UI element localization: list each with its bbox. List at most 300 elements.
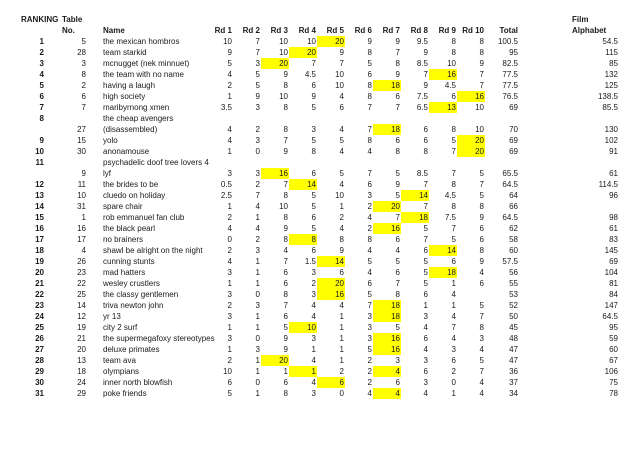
rd6-score-cell: 4 xyxy=(367,213,372,222)
rd10-score-cell: 9 xyxy=(479,213,484,222)
rd3-score-cell: 4 xyxy=(283,246,288,255)
total-cell: 100.5 xyxy=(497,37,518,46)
table-no-cell: 2 xyxy=(81,81,86,90)
rd10-score-cell: 8 xyxy=(479,37,484,46)
table-row xyxy=(0,168,640,179)
rank-cell: 16 xyxy=(35,224,44,233)
table-row xyxy=(0,135,640,146)
rd1-score-cell: 1 xyxy=(227,147,232,156)
rd10-score-cell: 5 xyxy=(479,356,484,365)
rank-cell: 28 xyxy=(35,356,44,365)
rd3-score-cell: 8 xyxy=(283,290,288,299)
table-no-cell: 14 xyxy=(77,301,86,310)
rd10-score-cell: 8 xyxy=(479,202,484,211)
rd9-score-cell: 16 xyxy=(429,69,457,80)
rd4-score-cell: 8 xyxy=(311,147,316,156)
rd7-score-cell: 18 xyxy=(373,311,401,322)
team-name-cell: cluedo on holiday xyxy=(103,191,166,200)
rd10-score-cell: 8 xyxy=(479,246,484,255)
rd5-score-cell: 0 xyxy=(339,389,344,398)
total-cell: 56 xyxy=(509,268,518,277)
total-cell: 48 xyxy=(509,334,518,343)
rd5-score-cell: 1 xyxy=(339,356,344,365)
film-alphabet-header-line1: Film xyxy=(572,15,589,24)
rd7-score-cell: 4 xyxy=(373,388,401,399)
rd6-score-cell: 5 xyxy=(367,59,372,68)
rd4-score-cell: 3 xyxy=(311,389,316,398)
table-no-cell: 21 xyxy=(77,334,86,343)
table-row xyxy=(0,300,640,311)
rd10-score-cell: 7 xyxy=(479,367,484,376)
rd1-score-cell: 3 xyxy=(227,268,232,277)
rd9-score-cell: 4 xyxy=(451,334,456,343)
rd10-score-cell: 5 xyxy=(479,169,484,178)
rd7-score-cell: 5 xyxy=(395,323,400,332)
rd6-score-cell: 4 xyxy=(367,389,372,398)
rd9-score-cell: 2 xyxy=(451,367,456,376)
rd6-score-cell: 2 xyxy=(367,356,372,365)
rd6-score-cell: 6 xyxy=(367,180,372,189)
rd1-score-cell: 4 xyxy=(227,125,232,134)
rank-cell: 10 xyxy=(35,147,44,156)
rd4-score-cell: 14 xyxy=(289,179,317,190)
rd3-score-cell: 7 xyxy=(283,180,288,189)
film-alphabet-cell: 147 xyxy=(604,301,618,310)
rd9-score-cell: 3 xyxy=(451,345,456,354)
total-cell: 50 xyxy=(509,312,518,321)
rd8-score-cell: 6 xyxy=(423,125,428,134)
table-row xyxy=(0,278,640,289)
rd9-score-cell: 0 xyxy=(451,378,456,387)
film-alphabet-cell: 81 xyxy=(609,279,618,288)
rd1-score-cell: 1 xyxy=(227,323,232,332)
rd7-score-cell: 18 xyxy=(373,300,401,311)
rd8-score-cell: 4 xyxy=(423,323,428,332)
rank-cell: 29 xyxy=(35,367,44,376)
rd8-score-cell: 3 xyxy=(423,312,428,321)
rd1-score-cell: 2 xyxy=(227,301,232,310)
rd3-score-cell: 5 xyxy=(283,323,288,332)
rd6-score-cell: 3 xyxy=(367,191,372,200)
rd2-score-cell: 7 xyxy=(255,37,260,46)
table-no-cell: 24 xyxy=(77,378,86,387)
rd5-score-cell: 8 xyxy=(339,235,344,244)
rd6-score-cell: 6 xyxy=(367,279,372,288)
film-alphabet-cell: 61 xyxy=(609,224,618,233)
rd2-score-cell: 9 xyxy=(255,92,260,101)
ranking-header: RANKING xyxy=(21,15,59,24)
rd3-score-cell: 10 xyxy=(279,92,288,101)
rd10-score-cell: 4 xyxy=(479,389,484,398)
table-no-cell: 13 xyxy=(77,356,86,365)
rd8-score-cell: 7 xyxy=(423,70,428,79)
table-row xyxy=(0,69,640,80)
team-name-cell: olympians xyxy=(103,367,140,376)
rd8-score-cell: 6 xyxy=(423,290,428,299)
rd6-score-cell: 7 xyxy=(367,103,372,112)
table-no-cell: 6 xyxy=(81,92,86,101)
table-no-cell: 28 xyxy=(77,48,86,57)
total-cell: 64.5 xyxy=(502,213,518,222)
table-no-header-line1: Table xyxy=(62,15,83,24)
rd6-score-cell: 4 xyxy=(367,268,372,277)
table-no-cell: 23 xyxy=(77,268,86,277)
rd9-score-cell: 7 xyxy=(451,224,456,233)
total-cell: 69 xyxy=(509,103,518,112)
rd6-score-cell: 5 xyxy=(367,345,372,354)
table-no-cell: 4 xyxy=(81,246,86,255)
rd7-score-cell: 16 xyxy=(373,223,401,234)
rd8-score-cell: 7 xyxy=(423,180,428,189)
rd9-score-cell: 7 xyxy=(451,323,456,332)
rd7-score-cell: 5 xyxy=(395,191,400,200)
rd4-score-cell: 4.5 xyxy=(304,70,316,79)
rd3-score-cell: 9 xyxy=(283,147,288,156)
rd3-score-cell: 6 xyxy=(283,312,288,321)
table-no-cell: 7 xyxy=(81,103,86,112)
rd10-score-cell: 7 xyxy=(479,81,484,90)
rd5-score-cell: 9 xyxy=(339,48,344,57)
rd8-score-cell: 6 xyxy=(423,136,428,145)
table-row xyxy=(0,245,640,256)
rank-cell: 3 xyxy=(39,59,44,68)
total-cell: 47 xyxy=(509,356,518,365)
total-cell: 70 xyxy=(509,125,518,134)
team-name-cell: deluxe primates xyxy=(103,345,160,354)
rd5-score-cell: 20 xyxy=(317,278,345,289)
rd1-score-cell: 3 xyxy=(227,169,232,178)
rd7-score-cell: 20 xyxy=(373,201,401,212)
rank-cell: 14 xyxy=(35,202,44,211)
team-name-cell: rob emmanuel fan club xyxy=(103,213,185,222)
rd5-score-cell: 4 xyxy=(339,147,344,156)
rd7-score-cell: 16 xyxy=(373,333,401,344)
rd5-score-cell: 5 xyxy=(339,136,344,145)
rd6-header: Rd 6 xyxy=(354,26,372,35)
table-no-cell: 20 xyxy=(77,345,86,354)
table-row xyxy=(0,388,640,399)
rd4-score-cell: 6 xyxy=(311,81,316,90)
team-name-cell: shawl be alright on the night xyxy=(103,246,203,255)
rd10-score-cell: 10 xyxy=(475,125,484,134)
rd1-score-cell: 1 xyxy=(227,345,232,354)
rd7-score-cell: 6 xyxy=(395,235,400,244)
total-cell: 64 xyxy=(509,191,518,200)
rd8-score-cell: 6 xyxy=(423,246,428,255)
rd4-score-cell: 4 xyxy=(311,356,316,365)
rd9-score-cell: 4 xyxy=(451,290,456,299)
table-row xyxy=(0,344,640,355)
rd3-score-cell: 10 xyxy=(279,202,288,211)
rank-cell: 30 xyxy=(35,378,44,387)
table-row xyxy=(0,146,640,157)
team-name-cell: anonamouse xyxy=(103,147,150,156)
rd5-score-cell: 4 xyxy=(339,125,344,134)
rd5-score-cell: 4 xyxy=(339,180,344,189)
rd3-score-cell: 20 xyxy=(261,58,289,69)
rd6-score-cell: 8 xyxy=(367,235,372,244)
table-row xyxy=(0,311,640,322)
table-no-cell: 10 xyxy=(77,191,86,200)
table-no-cell: 16 xyxy=(77,224,86,233)
rd2-score-cell: 0 xyxy=(255,334,260,343)
total-cell: 60 xyxy=(509,246,518,255)
rd4-score-cell: 3 xyxy=(311,334,316,343)
table-row xyxy=(0,58,640,69)
rd8-score-cell: 6.5 xyxy=(416,103,428,112)
rd6-score-cell: 6 xyxy=(367,70,372,79)
rd7-score-cell: 6 xyxy=(395,136,400,145)
table-no-cell: 29 xyxy=(77,389,86,398)
rd1-score-cell: 4 xyxy=(227,70,232,79)
rd7-score-cell: 5 xyxy=(395,169,400,178)
film-alphabet-cell: 67 xyxy=(609,356,618,365)
rd9-score-cell: 5 xyxy=(451,136,456,145)
rd8-score-cell: 7 xyxy=(423,202,428,211)
rd6-score-cell: 3 xyxy=(367,312,372,321)
rd8-score-cell: 9.5 xyxy=(416,37,428,46)
rd2-score-cell: 3 xyxy=(255,301,260,310)
rd7-score-cell: 16 xyxy=(373,344,401,355)
rd6-score-cell: 3 xyxy=(367,323,372,332)
rd7-score-cell: 9 xyxy=(395,70,400,79)
rd1-score-cell: 4 xyxy=(227,257,232,266)
rd2-header: Rd 2 xyxy=(242,26,260,35)
total-header: Total xyxy=(499,26,518,35)
rd10-score-cell: 8 xyxy=(479,323,484,332)
total-cell: 47 xyxy=(509,345,518,354)
rd5-score-cell: 4 xyxy=(339,92,344,101)
rd5-score-cell: 10 xyxy=(335,70,344,79)
rd9-score-cell: 6 xyxy=(451,92,456,101)
rd5-score-cell: 6 xyxy=(317,377,345,388)
film-alphabet-cell: 138.5 xyxy=(597,92,618,101)
rd1-score-cell: 5 xyxy=(227,389,232,398)
rd10-score-cell: 6 xyxy=(479,279,484,288)
rank-cell: 6 xyxy=(39,92,44,101)
rd4-score-cell: 5 xyxy=(311,191,316,200)
rd6-score-cell: 4 xyxy=(367,147,372,156)
rd5-header: Rd 5 xyxy=(326,26,344,35)
rd7-score-cell: 18 xyxy=(373,80,401,91)
rd1-score-cell: 4 xyxy=(227,136,232,145)
rd6-score-cell: 9 xyxy=(367,37,372,46)
rd1-header: Rd 1 xyxy=(214,26,232,35)
rank-cell: 4 xyxy=(39,70,44,79)
film-alphabet-cell: 98 xyxy=(609,213,618,222)
rd4-score-cell: 8 xyxy=(289,234,317,245)
total-cell: 52 xyxy=(509,301,518,310)
film-alphabet-cell: 125 xyxy=(604,81,618,90)
rd5-score-cell: 6 xyxy=(339,103,344,112)
rd7-score-cell: 18 xyxy=(373,124,401,135)
rank-cell: 9 xyxy=(39,136,44,145)
rank-cell: 21 xyxy=(35,279,44,288)
table-no-header-line2: No. xyxy=(62,26,75,35)
total-cell: 82.5 xyxy=(502,59,518,68)
team-name-cell: mcnugget (nek minnuet) xyxy=(103,59,190,68)
rd10-score-cell: 5 xyxy=(479,191,484,200)
team-name-cell: yolo xyxy=(103,136,118,145)
total-cell: 62 xyxy=(509,224,518,233)
rd9-score-cell: 7 xyxy=(451,147,456,156)
rd3-score-cell: 10 xyxy=(279,48,288,57)
rd3-score-cell: 8 xyxy=(283,81,288,90)
team-name-cell: the classy gentlemen xyxy=(103,290,179,299)
film-alphabet-cell: 102 xyxy=(604,136,618,145)
rd3-score-cell: 16 xyxy=(261,168,289,179)
total-cell: 69 xyxy=(509,147,518,156)
rd3-score-cell: 8 xyxy=(283,191,288,200)
rd6-score-cell: 7 xyxy=(367,169,372,178)
table-row xyxy=(0,366,640,377)
rd5-score-cell: 2 xyxy=(339,367,344,376)
rd5-score-cell: 6 xyxy=(339,268,344,277)
rd3-score-cell: 8 xyxy=(283,125,288,134)
rd9-score-cell: 1 xyxy=(451,279,456,288)
table-row xyxy=(0,212,640,223)
rd5-score-cell: 14 xyxy=(317,256,345,267)
team-name-cell: cunning stunts xyxy=(103,257,155,266)
rd1-score-cell: 6 xyxy=(227,378,232,387)
rd7-score-cell: 5 xyxy=(395,257,400,266)
rd10-score-cell: 20 xyxy=(457,135,485,146)
rd8-score-cell: 9 xyxy=(423,81,428,90)
table-row xyxy=(0,256,640,267)
rd2-score-cell: 7 xyxy=(255,48,260,57)
table-row xyxy=(0,124,640,135)
film-alphabet-cell: 95 xyxy=(609,323,618,332)
rd8-score-cell: 4 xyxy=(423,345,428,354)
rd7-score-cell: 4 xyxy=(373,366,401,377)
rd10-score-cell: 16 xyxy=(457,91,485,102)
rank-cell: 7 xyxy=(39,103,44,112)
rd5-score-cell: 16 xyxy=(317,289,345,300)
total-cell: 58 xyxy=(509,235,518,244)
rd5-score-cell: 1 xyxy=(339,312,344,321)
rd2-score-cell: 1 xyxy=(255,257,260,266)
total-cell: 55 xyxy=(509,279,518,288)
rd2-score-cell: 2 xyxy=(255,235,260,244)
film-alphabet-cell: 64.5 xyxy=(602,312,618,321)
rd9-score-cell: 18 xyxy=(429,267,457,278)
team-name-cell: team starkid xyxy=(103,48,147,57)
rd8-score-cell: 5 xyxy=(423,257,428,266)
film-alphabet-cell: 96 xyxy=(609,191,618,200)
table-row xyxy=(0,377,640,388)
rd2-score-cell: 3 xyxy=(255,345,260,354)
rd7-score-cell: 6 xyxy=(395,92,400,101)
rd8-score-cell: 6 xyxy=(423,367,428,376)
rank-cell: 26 xyxy=(35,334,44,343)
rd3-score-cell: 6 xyxy=(283,268,288,277)
rd9-score-cell: 1 xyxy=(451,301,456,310)
rd2-score-cell: 1 xyxy=(255,356,260,365)
film-alphabet-cell: 114.5 xyxy=(598,180,618,189)
rd3-score-cell: 20 xyxy=(261,355,289,366)
rd2-score-cell: 0 xyxy=(255,378,260,387)
rd4-score-cell: 20 xyxy=(289,47,317,58)
rd9-score-cell: 5 xyxy=(451,235,456,244)
rd9-score-cell: 8 xyxy=(451,37,456,46)
rd2-score-cell: 0 xyxy=(255,290,260,299)
rd2-score-cell: 1 xyxy=(255,389,260,398)
rank-cell: 15 xyxy=(35,213,44,222)
rd2-score-cell: 2 xyxy=(255,125,260,134)
team-name-cell: yr 13 xyxy=(103,312,121,321)
rd4-score-cell: 2 xyxy=(311,279,316,288)
rd8-score-cell: 18 xyxy=(401,212,429,223)
team-name-cell: inner north blowfish xyxy=(103,378,173,387)
rd4-header: Rd 4 xyxy=(298,26,316,35)
rd7-score-cell: 9 xyxy=(395,180,400,189)
rd2-score-cell: 3 xyxy=(255,136,260,145)
film-alphabet-header-line2: Alphabet xyxy=(572,26,607,35)
rd1-score-cell: 9 xyxy=(227,48,232,57)
rd10-score-cell: 20 xyxy=(457,146,485,157)
rd6-score-cell: 7 xyxy=(367,301,372,310)
rd2-score-cell: 1 xyxy=(255,323,260,332)
rd6-score-cell: 2 xyxy=(367,202,372,211)
rd4-score-cell: 7 xyxy=(311,59,316,68)
film-alphabet-cell: 91 xyxy=(609,147,618,156)
rd10-score-cell: 5 xyxy=(479,301,484,310)
rd3-score-cell: 8 xyxy=(283,235,288,244)
rd3-score-cell: 6 xyxy=(283,378,288,387)
rd2-score-cell: 0 xyxy=(255,147,260,156)
rd5-score-cell: 2 xyxy=(339,213,344,222)
rank-cell: 18 xyxy=(35,246,44,255)
rd3-score-cell: 9 xyxy=(283,334,288,343)
rd2-score-cell: 1 xyxy=(255,367,260,376)
rd2-score-cell: 5 xyxy=(255,70,260,79)
team-name-cell: the mexican hombros xyxy=(103,37,180,46)
rd7-score-cell: 8 xyxy=(395,59,400,68)
rd10-score-cell: 7 xyxy=(479,312,484,321)
table-row xyxy=(0,267,640,278)
team-name-cell: the brides to be xyxy=(103,180,159,189)
rd8-score-cell: 5 xyxy=(423,279,428,288)
team-name-cell: the black pearl xyxy=(103,224,156,233)
team-name-cell: no brainers xyxy=(103,235,144,244)
rd5-score-cell: 20 xyxy=(317,36,345,47)
team-name-cell: psychadelic doof tree lovers 4 xyxy=(103,158,209,167)
rd10-score-cell: 6 xyxy=(479,235,484,244)
rd7-score-cell: 9 xyxy=(395,37,400,46)
team-name-cell: (disassembled) xyxy=(103,125,158,134)
rd10-score-cell: 9 xyxy=(479,257,484,266)
rd5-score-cell: 1 xyxy=(339,334,344,343)
rank-cell: 31 xyxy=(35,389,44,398)
film-alphabet-cell: 75 xyxy=(609,378,618,387)
rd5-score-cell: 10 xyxy=(335,191,344,200)
total-cell: 57.5 xyxy=(502,257,518,266)
rd3-score-cell: 1 xyxy=(283,367,288,376)
film-alphabet-cell: 130 xyxy=(604,125,618,134)
film-alphabet-cell: 54.5 xyxy=(602,37,618,46)
table-no-cell: 22 xyxy=(77,279,86,288)
film-alphabet-cell: 104 xyxy=(604,268,618,277)
rd3-header: Rd 3 xyxy=(270,26,288,35)
rd2-score-cell: 4 xyxy=(255,224,260,233)
rd5-score-cell: 9 xyxy=(339,246,344,255)
rd4-score-cell: 10 xyxy=(289,322,317,333)
rd1-score-cell: 0.5 xyxy=(220,180,232,189)
rd1-score-cell: 5 xyxy=(227,59,232,68)
table-no-cell: 25 xyxy=(77,290,86,299)
rd4-score-cell: 3 xyxy=(311,290,316,299)
rank-cell: 11 xyxy=(35,158,44,167)
